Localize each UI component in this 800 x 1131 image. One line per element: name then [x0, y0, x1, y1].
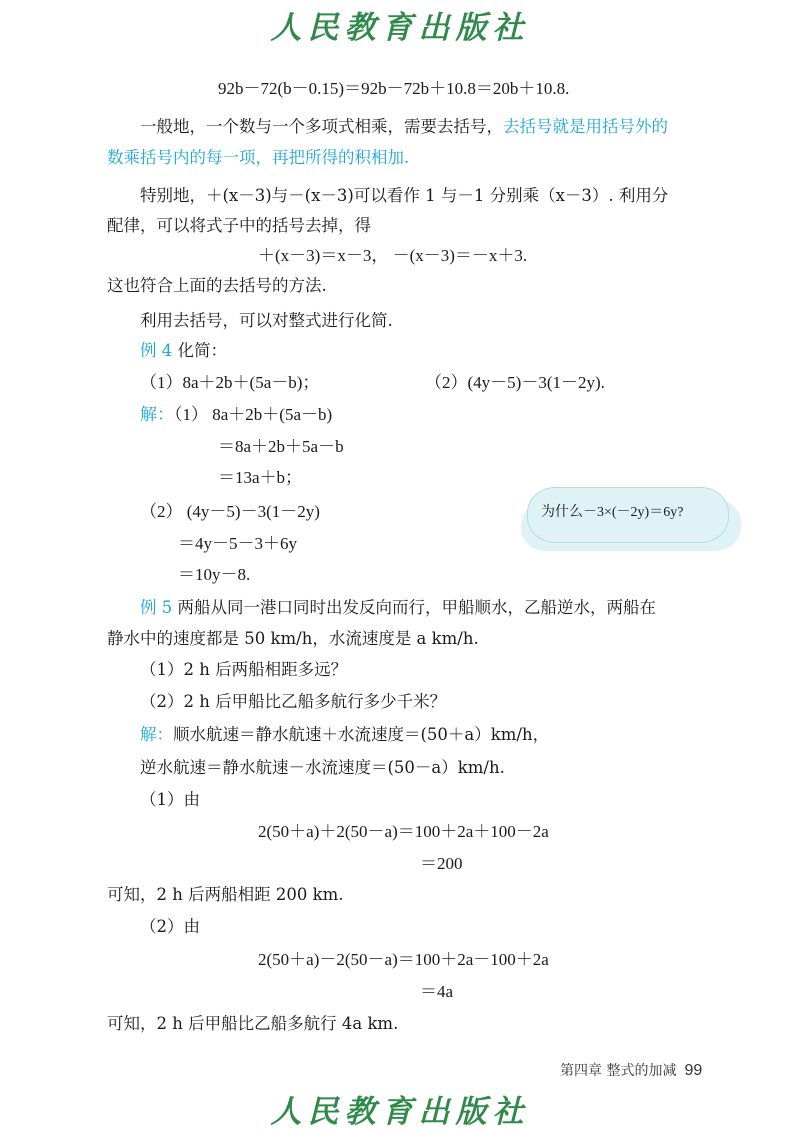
chapter-title: 第四章 整式的加减 — [560, 1063, 677, 1079]
paragraph-line — [107, 274, 327, 298]
thought-bubble-text: 为什么－3×(－2y)＝6y? — [541, 505, 684, 520]
text-run: （1）由 — [140, 790, 200, 809]
text-run: ＝4y－5－3＋6y — [178, 534, 297, 553]
example-label: 解： — [140, 725, 173, 744]
text-run: 逆水航速＝静水航速－水流速度＝(50－a）km/h. — [140, 758, 505, 777]
text-run: （1）2 h 后两船相距多远？ — [140, 660, 348, 679]
text-run: ＝8a＋2b＋5a－b — [218, 437, 344, 456]
page-footer — [560, 1060, 702, 1080]
solution-line — [140, 788, 200, 812]
solution-line — [140, 500, 320, 524]
text-run: 一般地，一个数与一个多项式相乘，需要去括号， — [140, 117, 503, 136]
equation-line — [258, 820, 549, 844]
text-run: ＝13a＋b； — [218, 468, 303, 487]
solution-line — [140, 723, 549, 747]
example-label: 解： — [140, 405, 174, 424]
text-run: ＝200 — [420, 854, 463, 873]
highlighted-text: 数乘括号内的每一项，再把所得的积相加. — [107, 148, 410, 167]
question-item — [140, 658, 347, 682]
text-run: 这也符合上面的去括号的方法. — [107, 276, 327, 295]
example-label: 例 5 — [140, 598, 173, 617]
publisher-logo-top: 人民教育出版社 — [270, 10, 530, 46]
paragraph-line — [107, 214, 371, 238]
text-run: （1）8a＋2b＋(5a－b)； — [140, 373, 320, 392]
text-run: （2）(4y－5)－3(1－2y). — [425, 373, 605, 392]
equation-line — [258, 948, 549, 972]
equation-line — [218, 77, 569, 101]
text-run: 顺水航速＝静水航速＋水流速度＝(50＋a）km/h， — [173, 725, 550, 744]
solution-line — [140, 403, 332, 427]
paragraph-line — [107, 1012, 398, 1036]
solution-line — [140, 756, 505, 780]
text-run: 可知，2 h 后甲船比乙船多航行 4a km. — [107, 1014, 399, 1033]
text-run: 配律，可以将式子中的括号去掉，得 — [107, 216, 371, 235]
text-run: 两船从同一港口同时出发反向而行，甲船顺水，乙船逆水，两船在 — [172, 598, 656, 617]
text-run: （2）由 — [140, 917, 200, 936]
text-run: 特别地，＋(x－3)与－(x－3)可以看作 1 与－1 分别乘（x－3）. 利用分 — [140, 186, 669, 205]
text-run: 92b－72(b－0.15)＝92b－72b＋10.8＝20b＋10.8. — [218, 79, 570, 98]
text-run: 2(50＋a)＋2(50－a)＝100＋2a＋100－2a — [258, 822, 549, 841]
text-run: ＝10y－8. — [178, 565, 251, 584]
paragraph-line — [107, 146, 409, 170]
equation-line — [420, 852, 463, 876]
text-run: 静水中的速度都是 50 km/h，水流速度是 a km/h. — [107, 629, 479, 648]
paragraph-line — [140, 184, 668, 208]
text-run: 化简： — [172, 341, 227, 360]
exercise-item — [140, 371, 319, 395]
question-item — [140, 690, 446, 714]
solution-line — [218, 466, 302, 490]
equation-line — [420, 980, 453, 1004]
paragraph-line — [140, 115, 668, 139]
example-heading — [140, 596, 656, 620]
highlighted-text: 去括号就是用括号外的 — [503, 117, 668, 136]
solution-line — [178, 532, 297, 556]
text-run: 可知，2 h 后两船相距 200 km. — [107, 885, 344, 904]
publisher-logo-bottom: 人民教育出版社 — [270, 1094, 530, 1130]
paragraph-line — [107, 627, 479, 651]
text-run: 2(50＋a)－2(50－a)＝100＋2a－100＋2a — [258, 950, 549, 969]
equation-line — [258, 244, 527, 268]
text-run: ＋(x－3)＝x－3， －(x－3)＝－x＋3. — [258, 246, 528, 265]
text-run: ＝4a — [420, 982, 454, 1001]
example-heading — [140, 339, 227, 363]
page-number: 99 — [684, 1062, 703, 1079]
solution-line — [178, 563, 250, 587]
text-run: （2）2 h 后甲船比乙船多航行多少千米？ — [140, 692, 447, 711]
solution-line — [140, 915, 200, 939]
text-run: （1） 8a＋2b＋(5a－b) — [174, 405, 333, 424]
exercise-item — [425, 371, 605, 395]
example-label: 例 4 — [140, 341, 173, 360]
solution-line — [218, 435, 344, 459]
paragraph-line — [140, 309, 393, 333]
text-run: 利用去括号，可以对整式进行化简. — [140, 311, 393, 330]
text-run: （2） (4y－5)－3(1－2y) — [140, 502, 320, 521]
paragraph-line — [107, 883, 344, 907]
